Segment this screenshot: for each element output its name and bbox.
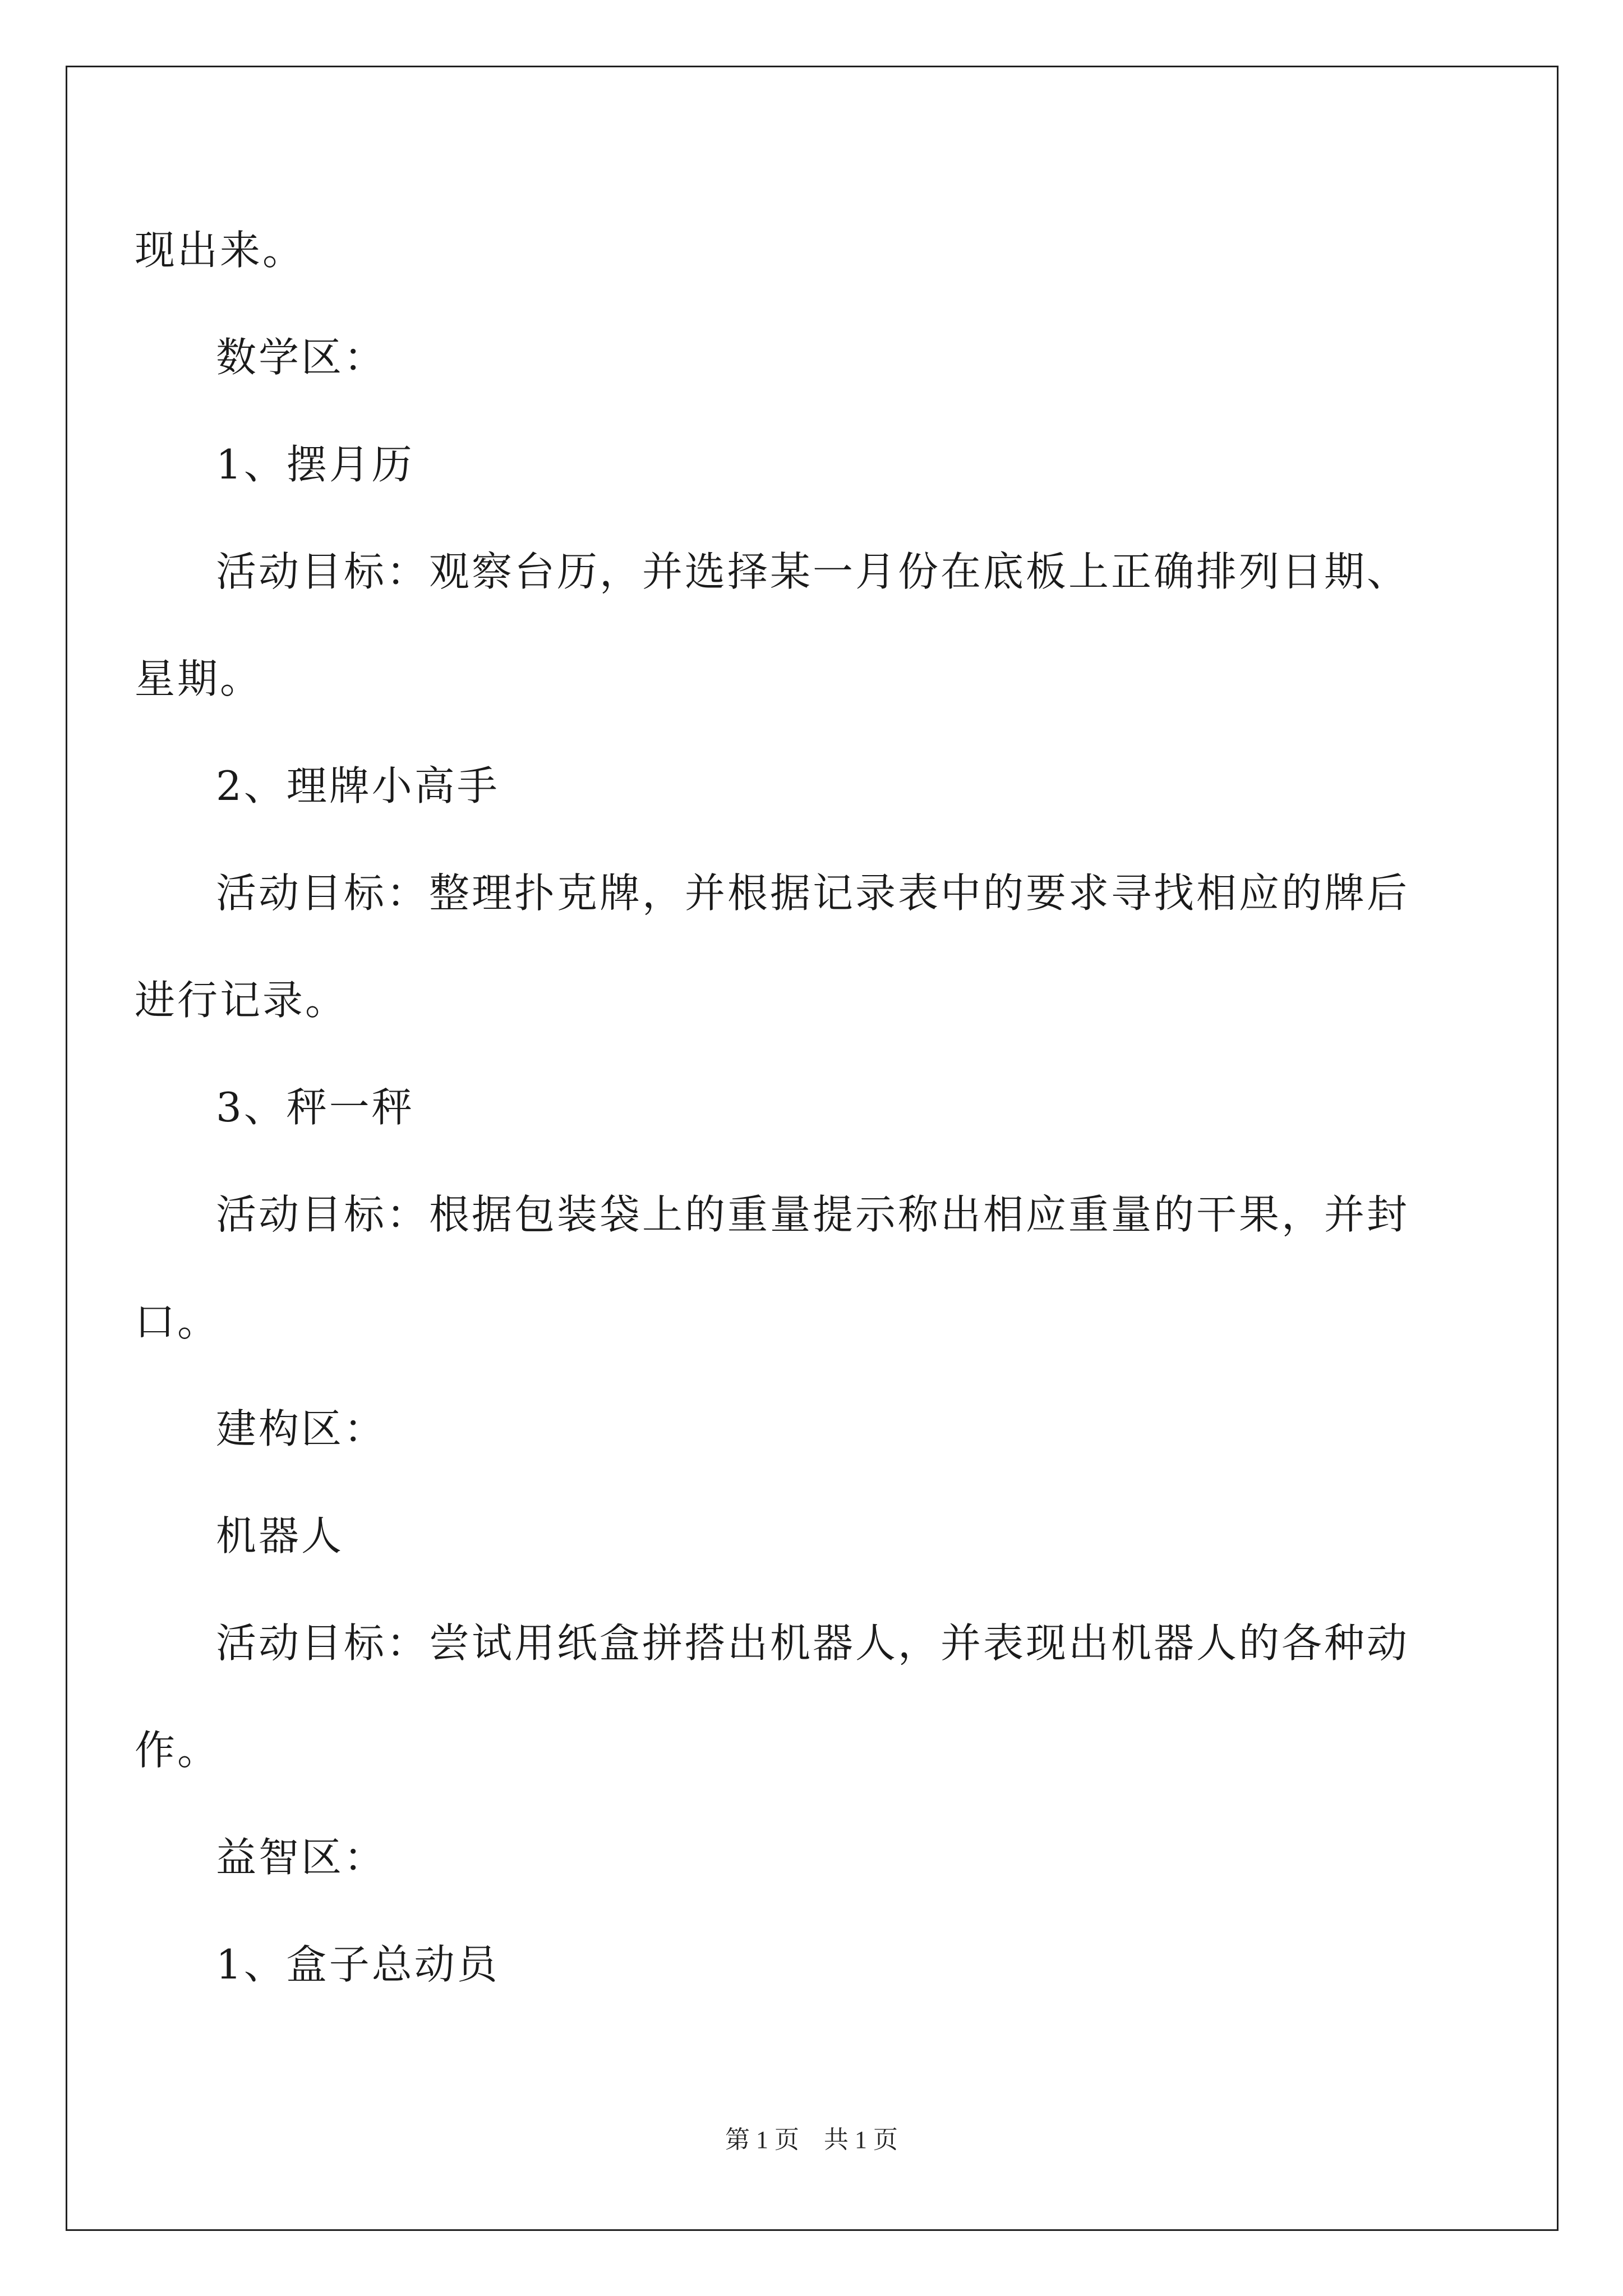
- text-line: 口。: [135, 1298, 220, 1345]
- activity-goal: 活动目标：根据包装袋上的重量提示称出相应重量的干果，并封: [216, 1191, 1410, 1238]
- text-line: 现出来。: [135, 227, 306, 274]
- section-heading-construction: 建构区：: [216, 1405, 387, 1452]
- page-border: [66, 66, 1559, 2231]
- activity-goal: 活动目标：尝试用纸盒拼搭出机器人，并表现出机器人的各种动: [216, 1619, 1410, 1667]
- item-title: 2、理牌小高手: [216, 762, 500, 809]
- item-title: 1、摆月历: [216, 441, 414, 488]
- text-line: 作。: [135, 1727, 220, 1774]
- item-title: 3、秤一秤: [216, 1084, 414, 1131]
- item-title: 机器人: [216, 1512, 344, 1559]
- text-line: 星期。: [135, 655, 263, 702]
- activity-goal: 活动目标：整理扑克牌，并根据记录表中的要求寻找相应的牌后: [216, 869, 1410, 917]
- section-heading-math: 数学区：: [216, 334, 387, 381]
- item-title: 1、盒子总动员: [216, 1941, 500, 1988]
- text-line: 进行记录。: [135, 977, 348, 1024]
- section-heading-puzzle: 益智区：: [216, 1834, 387, 1881]
- activity-goal: 活动目标：观察台历，并选择某一月份在底板上正确排列日期、: [216, 548, 1410, 595]
- page-number-footer: 第 1 页 共 1 页: [725, 2126, 898, 2154]
